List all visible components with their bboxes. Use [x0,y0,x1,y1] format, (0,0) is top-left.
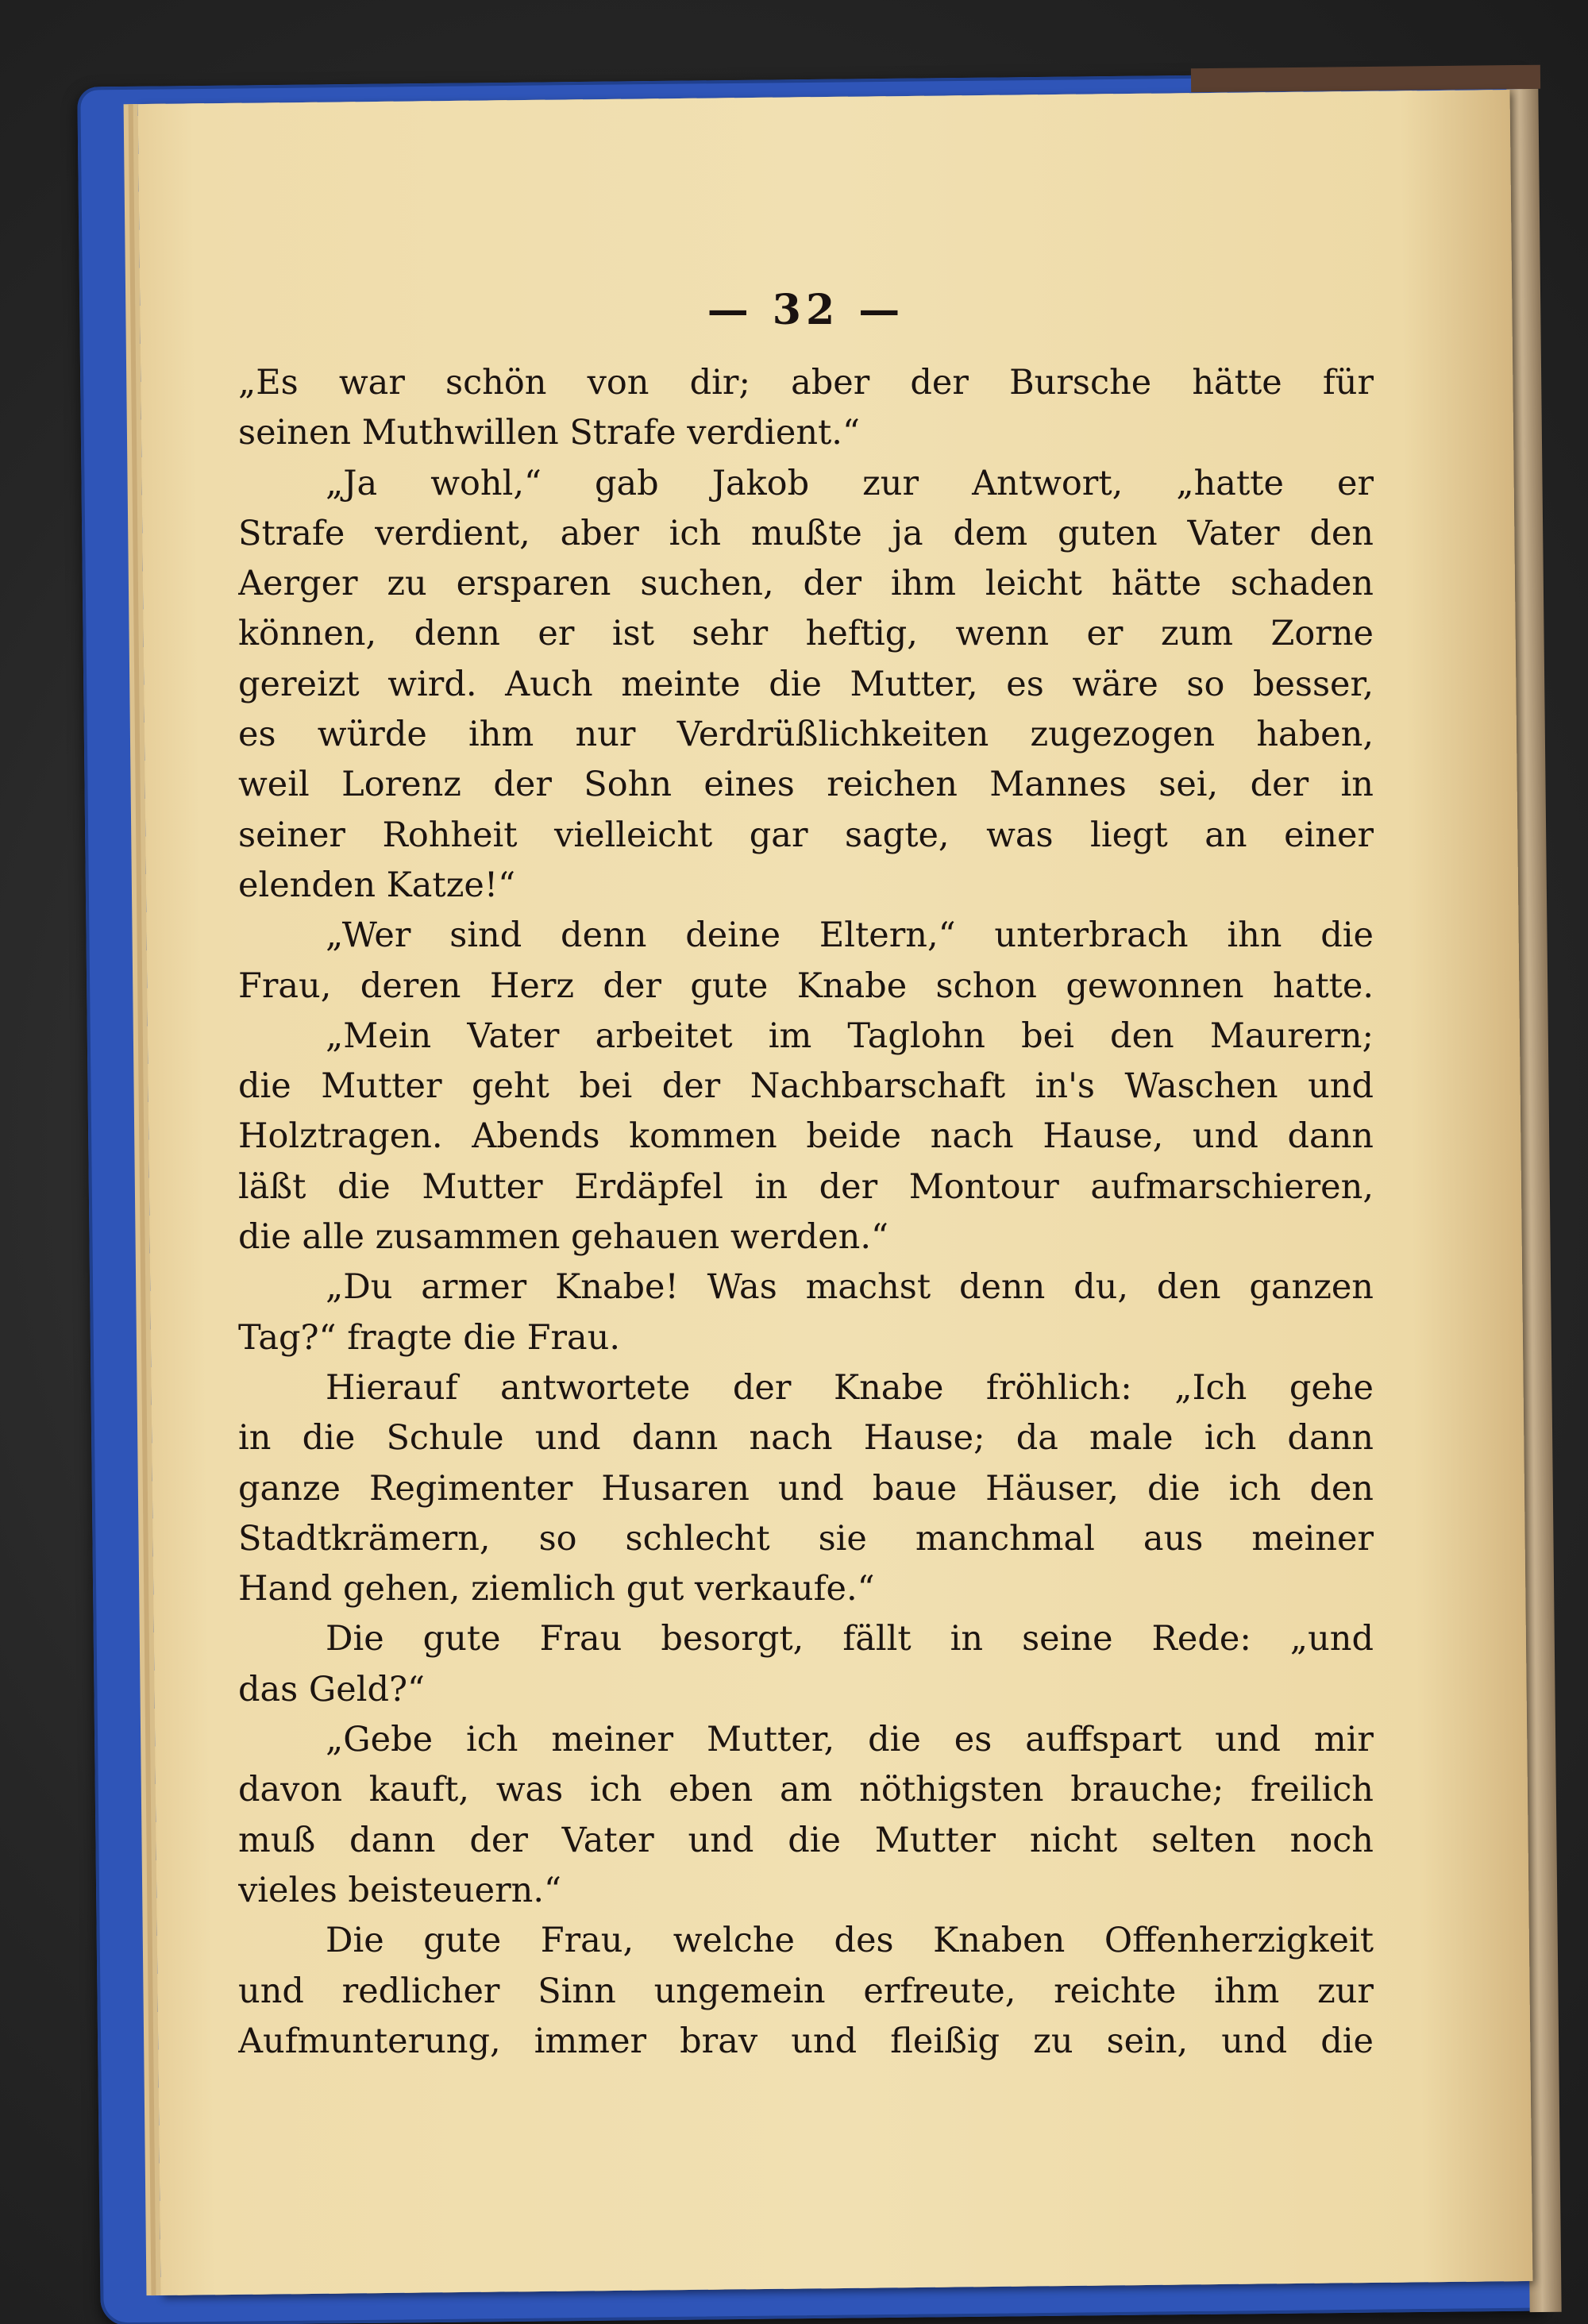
text-line: muß dann der Vater und die Mutter nicht selten noch [238,1820,1374,1860]
text-line: „Ja wohl,“ gab Jakob zur Antwort, „hatte er [326,463,1374,503]
text-line: gereizt wird. Auch meinte die Mutter, es wäre so besser, [238,664,1374,704]
text-line: „Mein Vater arbeitet im Taglohn bei den Maurern; [326,1016,1374,1056]
text-line: vieles beisteuern.“ [238,1870,561,1910]
text-line: Holztragen. Abends kommen beide nach Hause, und dann [238,1116,1374,1157]
text-line: Die gute Frau besorgt, fällt in seine Rede: „und [326,1619,1374,1659]
text-line: Aufmunterung, immer brav und fleißig zu sein, und die [238,2021,1374,2061]
text-line: das Geld?“ [238,1669,426,1709]
text-line: Stadtkrämern, so schlecht sie manchmal aus meiner [238,1518,1374,1559]
text-line: in die Schule und dann nach Hause; da male ich dann [238,1418,1374,1459]
text-line: Die gute Frau, welche des Knaben Offenherzigkeit [326,1921,1374,1961]
text-line: „Wer sind denn deine Eltern,“ unterbrach ihn die [326,915,1374,956]
text-line: Aerger zu ersparen suchen, der ihm leicht hätte schaden [238,564,1374,604]
page-text-block [238,286,1374,2067]
text-line: die Mutter geht bei der Nachbarschaft in's Waschen und [238,1066,1374,1107]
text-line: läßt die Mutter Erdäpfel in der Montour aufmarschieren, [238,1166,1374,1207]
text-line: „Es war schön von dir; aber der Bursche hätte für [238,363,1374,403]
text-line: die alle zusammen gehauen werden.“ [238,1217,888,1258]
text-line: Hand gehen, ziemlich gut verkaufe.“ [238,1569,875,1609]
text-line: Tag?“ fragte die Frau. [238,1317,621,1358]
text-line: können, denn er ist sehr heftig, wenn er zum Zorne [238,614,1374,654]
text-line: ganze Regimenter Husaren und baue Häuser, die ich den [238,1468,1374,1509]
text-line: und redlicher Sinn ungemein erfreute, reichte ihm zur [238,1971,1374,2011]
cover-edge [1191,65,1540,93]
text-line: „Gebe ich meiner Mutter, die es auffspart und mir [326,1720,1374,1760]
text-line: davon kauft, was ich eben am nöthigsten brauche; freilich [238,1770,1374,1810]
text-line: Strafe verdient, aber ich mußte ja dem guten Vater den [238,513,1374,553]
page-number: — 32 — [707,286,905,334]
text-line: elenden Katze!“ [238,865,516,905]
text-line: Frau, deren Herz der gute Knabe schon gewonnen hatte. [238,965,1374,1006]
text-line: Hierauf antwortete der Knabe fröhlich: „Ich gehe [326,1367,1374,1408]
text-line: „Du armer Knabe! Was machst denn du, den ganzen [326,1267,1374,1308]
text-line: weil Lorenz der Sohn eines reichen Mannes sei, der in [238,765,1374,805]
text-line: seinen Muthwillen Strafe verdient.“ [238,413,860,453]
text-line: seiner Rohheit vielleicht gar sagte, was liegt an einer [238,815,1374,855]
text-line: es würde ihm nur Verdrüßlichkeiten zugezogen haben, [238,715,1374,755]
